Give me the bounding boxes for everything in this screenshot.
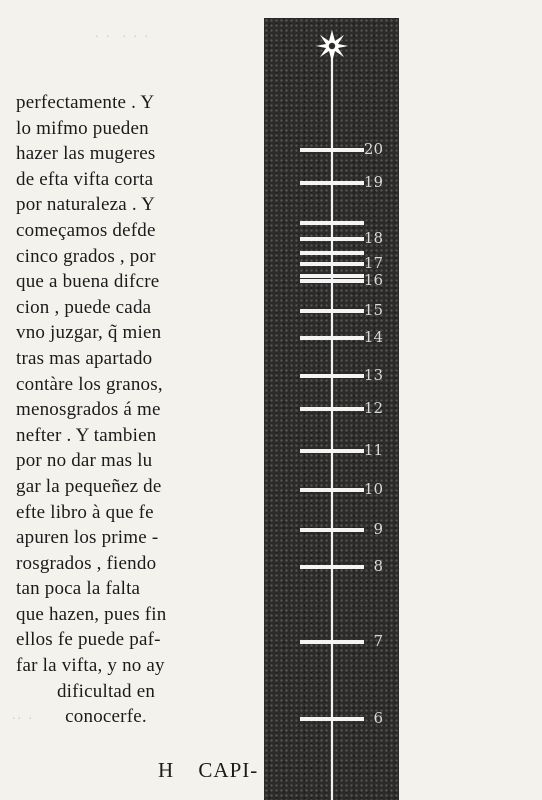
scale-tick-label: 8 — [373, 557, 383, 576]
text-line: far la vifta, y no ay — [16, 655, 165, 677]
scale-tick-label: 9 — [373, 520, 383, 539]
text-line: nefter . Y tambien — [16, 424, 157, 446]
catchword: CAPI- — [198, 758, 259, 782]
scale-tick-label: 14 — [363, 328, 383, 347]
text-line: tras mas apartado — [16, 347, 153, 369]
scale-tick-label: 19 — [363, 173, 383, 192]
text-line: vno juzgar, q̃ mien — [16, 322, 162, 344]
scale-tick-label: 7 — [373, 632, 383, 651]
text-line: perfectamente . Y — [16, 92, 155, 113]
scale-tick-label: 15 — [363, 301, 383, 320]
text-line: cion , puede cada — [16, 296, 152, 318]
text-line: apuren los prime - — [16, 527, 159, 549]
text-line: efte libro à que fe — [16, 501, 154, 523]
text-line: dificultad en — [56, 680, 156, 702]
text-line: hazer las mugeres — [16, 143, 156, 165]
text-line: de efta vifta corta — [16, 168, 154, 190]
text-line: cinco grados , por — [16, 245, 156, 267]
signature-mark: H — [158, 758, 175, 782]
text-line: conocerfe. — [65, 706, 147, 728]
scale-tick-label: 12 — [363, 399, 383, 418]
text-line: rosgrados , fiendo — [16, 552, 157, 574]
text-line: menosgrados á me — [16, 399, 161, 421]
body-text — [16, 90, 196, 730]
text-line: por no dar mas lu — [16, 450, 153, 472]
scale-tick-label: 16 — [363, 271, 383, 290]
text-line: tan poca la falta — [16, 578, 141, 600]
text-line: que hazen, pues fin — [16, 603, 167, 625]
text-line: começamos defde — [16, 219, 156, 241]
text-line: gar la pequeñez de — [16, 475, 162, 497]
text-line: lo mifmo pueden — [16, 117, 149, 139]
bleed-through-marks: ·· · — [12, 712, 34, 725]
text-line: ellos fe puede paf- — [16, 629, 161, 651]
text-line: que a buena difcre — [16, 271, 160, 293]
scale-tick-label: 6 — [373, 709, 383, 728]
scale-tick-label: 18 — [363, 229, 383, 248]
text-line: por naturaleza . Y — [16, 194, 155, 216]
text-line: contàre los granos, — [16, 373, 163, 395]
vision-scale-bar — [264, 18, 399, 800]
scale-tick-label: 17 — [363, 254, 383, 273]
scale-tick-label: 10 — [363, 480, 383, 499]
page-footer — [158, 758, 258, 783]
bleed-through-marks: · · · · · — [95, 30, 150, 43]
star-icon — [316, 30, 348, 62]
scale-tick-label: 20 — [363, 140, 383, 159]
scale-tick-label: 11 — [363, 441, 383, 460]
scale-tick-label: 13 — [363, 366, 383, 385]
